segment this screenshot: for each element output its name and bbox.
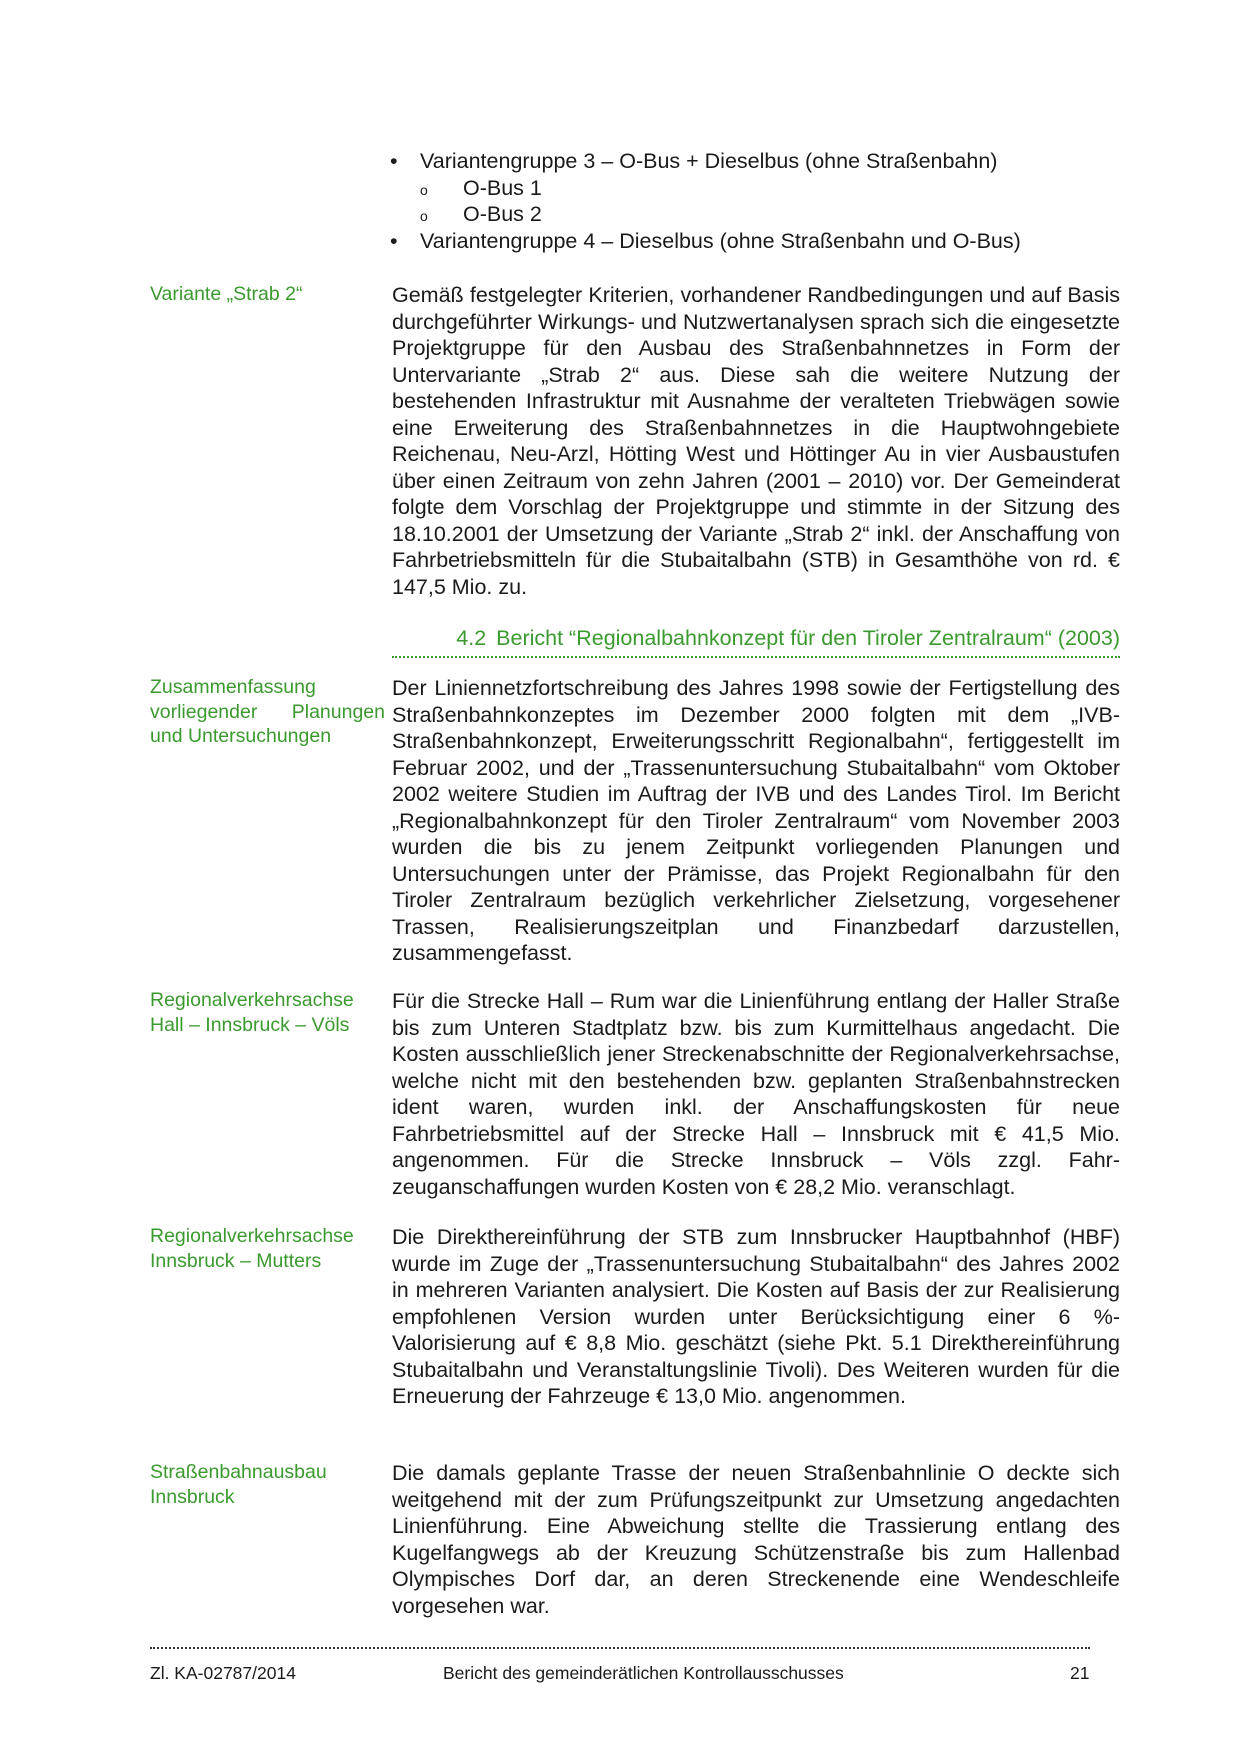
footer-divider [150,1647,1090,1649]
footer-title: Bericht des gemeinderätlichen Kontrollausschusses [443,1663,844,1683]
margin-note-innsbruck-mutters: Regionalverkehrsachse Innsbruck – Mutters [150,1225,354,1272]
paragraph-zusammenfassung: Der Liniennetzfortschreibung des Jahres 1998 sowie der Fertigstellung des Straßenbahnkonzeptes im Dezember 2000 folgten mit dem „IVB-Straßenbahnkonzept, Erweiterungsschritt Regionalbahn“, fertiggestellt im Februar 2002, und der „Trassenuntersuchung Stubaitalbahn“ vom Oktober 2002 weitere Studien im Auftrag der IVB und des Landes Tirol. Im Bericht „Regionalbahnkonzept für den Tiroler Zentralraum“ vom November 2003 wurden die bis zu jenem Zeitpunkt vorliegenden Planungen und Untersuchungen unter der Prämisse, das Projekt Regionalbahn für den Tiroler Zentralraum bezüglich verkehrlicher Zielsetzung, vorgesehener Trassen, Realisierungszeitplan und Finanzbedarf darzustellen, zusammengefasst. [392,676,1120,965]
footer-reference: Zl. KA-02787/2014 [150,1663,296,1683]
paragraph-hall-innsbruck-voels: Für die Strecke Hall – Rum war die Linienführung entlang der Haller Straße bis zum Unteren Stadtplatz bzw. bis zum Kurmittelhaus angedacht. Die Kosten ausschließlich jener Streckenabschnitte der Regionalverkehrsachse, welche nicht mit den bestehenden bzw. geplanten Straßenbahnstrecken ident waren, wurden inkl. der Anschaffungskosten für neue Fahrbetriebsmittel auf der Strecke Hall – Innsbruck mit € 41,5 Mio. angenommen. Für die Strecke Innsbruck – Völs zzgl. Fahrzeuganschaffungen wurden Kosten von € 28,2 Mio. veranschlagt. [392,989,1120,1199]
list-item: • Variantengruppe 4 – Dieselbus (ohne Straßenbahn und O-Bus) [390,228,1120,255]
paragraph-innsbruck-mutters: Die Direkthereinführung der STB zum Innsbrucker Hauptbahnhof (HBF) wurde im Zuge der „Trassenuntersuchung Stubaitalbahn“ des Jahres 2002 in mehreren Varianten analysiert. Die Kosten auf Basis der zur Realisierung empfohlenen Version wurden unter Berücksichtigung einer 6 %-Valorisierung auf € 8,8 Mio. geschätzt (siehe Pkt. 5.1 Direkthereinführung Stubaitalbahn und Veranstaltungslinie Tivoli). Des Weiteren wurden für die Erneuerung der Fahrzeuge € 13,0 Mio. angenommen. [392,1225,1120,1408]
margin-note-zusammenfassung [150,675,385,749]
section-title: Bericht “Regionalbahnkonzept für den Tiroler Zentralraum“ (2003) [496,626,1120,650]
margin-note-strassenbahnausbau: Straßenbahnausbau Innsbruck [150,1461,327,1508]
section-number: 4.2 [456,626,487,650]
list-subitem: o O-Bus 1 [390,175,1120,202]
list-item: • Variantengruppe 3 – O-Bus + Dieselbus (ohne Straßenbahn) [390,148,1120,175]
paragraph-strassenbahnausbau: Die damals geplante Trasse der neuen Straßenbahnlinie O deckte sich weitgehend mit der zum Prüfungszeitpunkt zur Umsetzung angedachten Linienführung. Eine Abweichung stellte die Trassierung entlang des Kugelfangwegs ab der Kreuzung Schützenstraße bis zum Hallenbad Olympisches Dorf dar, an deren Streckenende eine Wendeschleife vorgesehen war. [392,1461,1120,1618]
paragraph-variante-strab2: Gemäß festgelegter Kriterien, vorhandener Randbedingungen und auf Basis durchgeführter Wirkungs- und Nutzwertanalysen sprach sich die eingesetzte Projektgruppe für den Ausbau des Straßenbahnnetzes in Form der Untervariante „Strab 2“ aus. Diese sah die weitere Nutzung der bestehenden Infrastruktur mit Ausnahme der veralteten Triebwägen sowie eine Erweiterung des Straßenbahnnetzes in die Hauptwohngebiete Reichenau, Neu-Arzl, Hötting West und Höttinger Au in vier Ausbaustufen über einen Zeitraum von zehn Jahren (2001 – 2010) vor. Der Gemeinderat folgte dem Vorschlag der Projektgruppe und stimmte in der Sitzung des 18.10.2001 der Umsetzung der Variante „Strab 2“ inkl. der Anschaffung von Fahrbetriebsmitteln für die Stubaitalbahn (STB) in Gesamthöhe von rd. € 147,5 Mio. zu. [392,283,1120,599]
margin-note-text: Zusammenfassung vorliegender Planungen und Untersuchungen [150,676,385,747]
section-heading [392,624,1120,658]
list-subitem: o O-Bus 2 [390,201,1120,228]
margin-note-hall-innsbruck-voels: Regionalverkehrsachse Hall – Innsbruck – Völs [150,989,354,1036]
variant-group-list [390,148,1120,254]
page-number: 21 [1070,1663,1090,1683]
margin-note-variante-strab2: Variante „Strab 2“ [150,283,303,305]
